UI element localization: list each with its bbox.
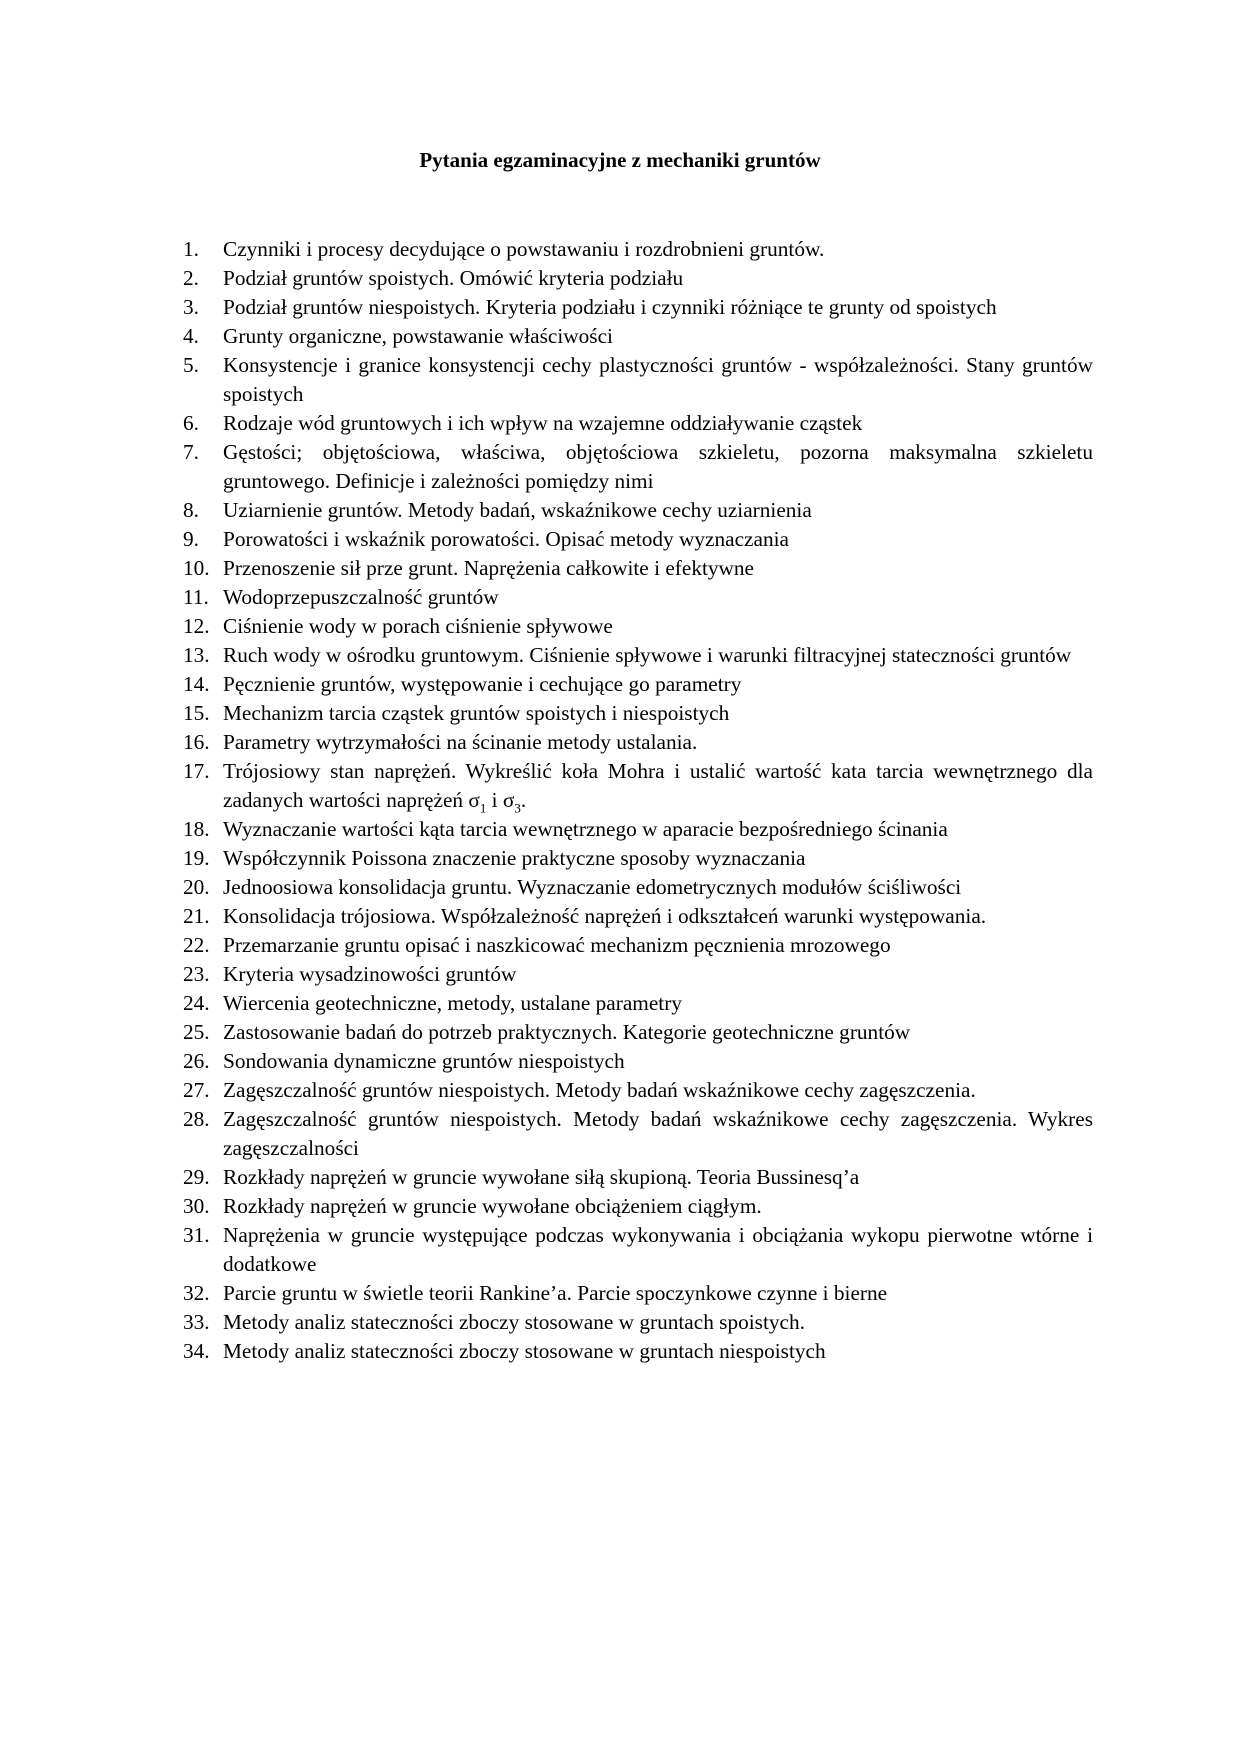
question-item [183, 1018, 1093, 1047]
question-number: 34. [183, 1339, 210, 1363]
question-text: Uziarnienie gruntów. Metody badań, wskaźnikowe cechy uziarnienia [223, 498, 812, 522]
question-text: Gęstości; objętościowa, właściwa, objętościowa szkieletu, pozorna maksymalna szkieletu gruntowego. Definicje i zależności pomiędzy nimi [223, 440, 1093, 493]
question-text: Zagęszczalność gruntów niespoistych. Metody badań wskaźnikowe cechy zagęszczenia. [223, 1078, 976, 1102]
question-text: Parcie gruntu w świetle teorii Rankine’a. Parcie spoczynkowe czynne i bierne [223, 1281, 888, 1305]
question-number: 29. [183, 1165, 210, 1189]
question-item [183, 438, 1093, 496]
question-item [183, 757, 1093, 815]
question-text: Mechanizm tarcia cząstek gruntów spoistych i niespoistych [223, 701, 730, 725]
question-number: 7. [183, 440, 199, 464]
question-text [223, 759, 1093, 816]
question-item [183, 525, 1093, 554]
question-text-part: . [520, 788, 527, 812]
question-item [183, 264, 1093, 293]
question-number: 25. [183, 1020, 210, 1044]
question-text: Zagęszczalność gruntów niespoistych. Metody badań wskaźnikowe cechy zagęszczenia. Wykres zagęszczalności [223, 1107, 1093, 1160]
question-number: 20. [183, 875, 210, 899]
question-number: 10. [183, 556, 210, 580]
question-number: 22. [183, 933, 210, 957]
question-number: 27. [183, 1078, 210, 1102]
question-text: Wiercenia geotechniczne, metody, ustalane parametry [223, 991, 682, 1015]
question-number: 21. [183, 904, 210, 928]
question-text: Konsystencje i granice konsystencji cechy plastyczności gruntów - współzależności. Stany gruntów spoistych [223, 353, 1093, 406]
question-number: 15. [183, 701, 210, 725]
question-text: Jednoosiowa konsolidacja gruntu. Wyznaczanie edometrycznych modułów ściśliwości [223, 875, 962, 899]
question-item [183, 351, 1093, 409]
question-item [183, 699, 1093, 728]
question-item [183, 409, 1093, 438]
question-text: Rodzaje wód gruntowych i ich wpływ na wzajemne oddziaływanie cząstek [223, 411, 863, 435]
question-text: Metody analiz stateczności zboczy stosowane w gruntach spoistych. [223, 1310, 805, 1334]
question-item [183, 583, 1093, 612]
question-item [183, 931, 1093, 960]
question-number: 6. [183, 411, 199, 435]
question-text-part: i σ [486, 788, 515, 812]
question-text: Pęcznienie gruntów, występowanie i cechujące go parametry [223, 672, 742, 696]
question-text: Podział gruntów spoistych. Omówić kryteria podziału [223, 266, 684, 290]
question-number: 8. [183, 498, 199, 522]
question-item [183, 1105, 1093, 1163]
question-number: 3. [183, 295, 199, 319]
question-text: Porowatości i wskaźnik porowatości. Opisać metody wyznaczania [223, 527, 789, 551]
question-text: Ruch wody w ośrodku gruntowym. Ciśnienie spływowe i warunki filtracyjnej stateczności gruntów [223, 643, 1072, 667]
question-number: 18. [183, 817, 210, 841]
question-item [183, 1047, 1093, 1076]
question-item [183, 1163, 1093, 1192]
question-number: 17. [183, 759, 210, 783]
question-item [183, 873, 1093, 902]
question-number: 4. [183, 324, 199, 348]
question-text: Sondowania dynamiczne gruntów niespoistych [223, 1049, 625, 1073]
question-item [183, 1279, 1093, 1308]
page-title: Pytania egzaminacyjne z mechaniki gruntów [419, 148, 821, 172]
question-number: 32. [183, 1281, 210, 1305]
question-item [183, 1337, 1093, 1366]
question-item [183, 235, 1093, 264]
question-text: Ciśnienie wody w porach ciśnienie spływowe [223, 614, 613, 638]
question-number: 5. [183, 353, 199, 377]
question-item [183, 728, 1093, 757]
question-item [183, 815, 1093, 844]
question-number: 11. [183, 585, 209, 609]
question-item [183, 1221, 1093, 1279]
question-text: Wodoprzepuszczalność gruntów [223, 585, 499, 609]
subscript: 1 [479, 800, 487, 816]
question-item [183, 1076, 1093, 1105]
question-text: Zastosowanie badań do potrzeb praktycznych. Kategorie geotechniczne gruntów [223, 1020, 911, 1044]
question-item [183, 902, 1093, 931]
question-item [183, 989, 1093, 1018]
question-item [183, 1192, 1093, 1221]
subscript: 3 [514, 800, 521, 816]
question-item [183, 322, 1093, 351]
question-number: 33. [183, 1310, 210, 1334]
question-number: 23. [183, 962, 210, 986]
question-number: 31. [183, 1223, 210, 1247]
question-number: 26. [183, 1049, 210, 1073]
question-text-part: Trójosiowy stan naprężeń. Wykreślić koła Mohra i ustalić wartość kata tarcia wewnętrznego dla zadanych wartości naprężeń σ [223, 759, 1093, 812]
question-text: Rozkłady naprężeń w gruncie wywołane siłą skupioną. Teoria Bussinesq’a [223, 1165, 860, 1189]
question-text: Wyznaczanie wartości kąta tarcia wewnętrznego w aparacie bezpośredniego ścinania [223, 817, 948, 841]
question-text: Konsolidacja trójosiowa. Współzależność naprężeń i odkształceń warunki występowania. [223, 904, 987, 928]
question-item [183, 670, 1093, 699]
question-text: Naprężenia w gruncie występujące podczas wykonywania i obciążania wykopu pierwotne wtórne i dodatkowe [223, 1223, 1093, 1276]
question-text: Współczynnik Poissona znaczenie praktyczne sposoby wyznaczania [223, 846, 806, 870]
question-item [183, 641, 1093, 670]
question-text: Metody analiz stateczności zboczy stosowane w gruntach niespoistych [223, 1339, 826, 1363]
question-text: Czynniki i procesy decydujące o powstawaniu i rozdrobnieni gruntów. [223, 237, 825, 261]
question-number: 1. [183, 237, 199, 261]
question-item [183, 554, 1093, 583]
question-list [183, 235, 1093, 1366]
question-number: 2. [183, 266, 199, 290]
question-item [183, 1308, 1093, 1337]
question-number: 24. [183, 991, 210, 1015]
question-number: 12. [183, 614, 210, 638]
question-number: 28. [183, 1107, 210, 1131]
question-item [183, 293, 1093, 322]
question-number: 9. [183, 527, 199, 551]
question-number: 14. [183, 672, 210, 696]
question-item [183, 960, 1093, 989]
question-number: 16. [183, 730, 210, 754]
question-text: Przenoszenie sił prze grunt. Naprężenia całkowite i efektywne [223, 556, 755, 580]
question-number: 13. [183, 643, 210, 667]
question-text: Parametry wytrzymałości na ścinanie metody ustalania. [223, 730, 698, 754]
question-text: Przemarzanie gruntu opisać i naszkicować mechanizm pęcznienia mrozowego [223, 933, 891, 957]
question-text: Rozkłady naprężeń w gruncie wywołane obciążeniem ciągłym. [223, 1194, 762, 1218]
question-text: Podział gruntów niespoistych. Kryteria podziału i czynniki różniące te grunty od spoistych [223, 295, 997, 319]
question-item [183, 496, 1093, 525]
question-text: Kryteria wysadzinowości gruntów [223, 962, 517, 986]
question-item [183, 612, 1093, 641]
question-number: 19. [183, 846, 210, 870]
question-number: 30. [183, 1194, 210, 1218]
question-text: Grunty organiczne, powstawanie właściwości [223, 324, 613, 348]
question-item [183, 844, 1093, 873]
